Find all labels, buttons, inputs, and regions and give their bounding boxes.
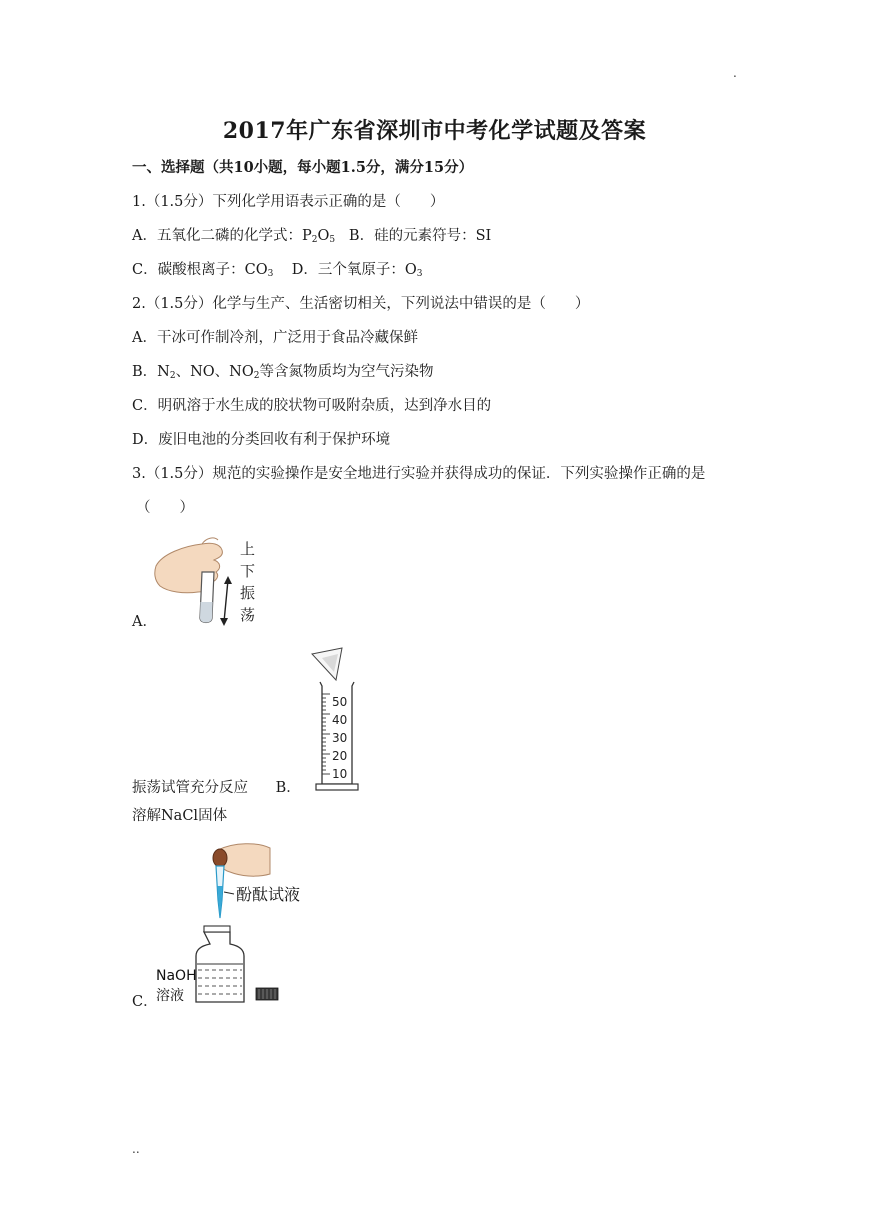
q3-option-a-label: A．	[132, 614, 157, 630]
fig-a-char-1: 上	[240, 540, 256, 558]
q2-option-d: D．废旧电池的分类回收有利于保护环境	[132, 432, 391, 448]
bottom-mark: ..	[132, 1142, 140, 1156]
bottle-label-line-2: 溶液	[156, 988, 184, 1004]
q1-option-c: C．碳酸根离子：$CO_3$	[132, 262, 274, 279]
q3-stem-continuation: （ ）	[136, 500, 194, 516]
dropper-label: 酚酞试液	[236, 885, 301, 904]
q1-option-a: A．五氧化二磷的化学式：$P_2O_5$	[132, 228, 336, 245]
fig-a-char-3: 振	[240, 584, 256, 602]
q3-stem: 3.（1.5分）规范的实验操作是安全地进行实验并获得成功的保证．下列实验操作正确的是	[132, 466, 706, 482]
q1-option-b: B．硅的元素符号：SI	[348, 228, 492, 244]
fig-a-char-2: 下	[240, 562, 256, 580]
q2-option-c: C．明矾溶于水生成的胶状物可吸附杂质，达到净水目的	[132, 398, 492, 414]
q1-options-cd	[132, 260, 423, 284]
q1-options-ab	[132, 226, 491, 250]
section-heading: 一、选择题（共10小题，每小题1.5分，满分15分）	[132, 159, 474, 176]
cylinder-tick-40: 40	[332, 713, 348, 727]
bottle-label-line-1: NaOH	[156, 968, 197, 984]
dropper-bottle-figure	[154, 838, 314, 1010]
q3-option-b-caption: 溶解NaCl固体	[132, 808, 228, 824]
graduated-cylinder-figure	[308, 646, 368, 794]
test-tube-shaking-figure	[154, 536, 264, 630]
q2-option-b: B．$N_2$、NO、$NO_2$等含氮物质均为空气污染物	[132, 364, 434, 381]
top-mark: .	[733, 66, 737, 80]
q2-option-a: A．干冰可作制冷剂，广泛用于食品冷藏保鲜	[132, 330, 418, 346]
fig-a-char-4: 荡	[240, 606, 256, 624]
cylinder-tick-30: 30	[332, 731, 348, 745]
q3-option-b-label: B．	[275, 780, 301, 796]
q3-option-a-caption-row	[132, 778, 301, 798]
cylinder-tick-50: 50	[332, 695, 348, 709]
q1-option-d: D．三个氧原子：$O_3$	[291, 262, 423, 279]
q1-stem: 1.（1.5分）下列化学用语表示正确的是（ ）	[132, 194, 445, 210]
q3-option-a-caption: 振荡试管充分反应	[132, 780, 248, 796]
page-title: 2017年广东省深圳市中考化学试题及答案	[222, 118, 647, 144]
q2-stem: 2.（1.5分）化学与生产、生活密切相关，下列说法中错误的是（ ）	[132, 296, 590, 312]
cylinder-tick-10: 10	[332, 767, 348, 781]
cylinder-tick-20: 20	[332, 749, 348, 763]
q3-option-c-label: C．	[132, 994, 158, 1010]
